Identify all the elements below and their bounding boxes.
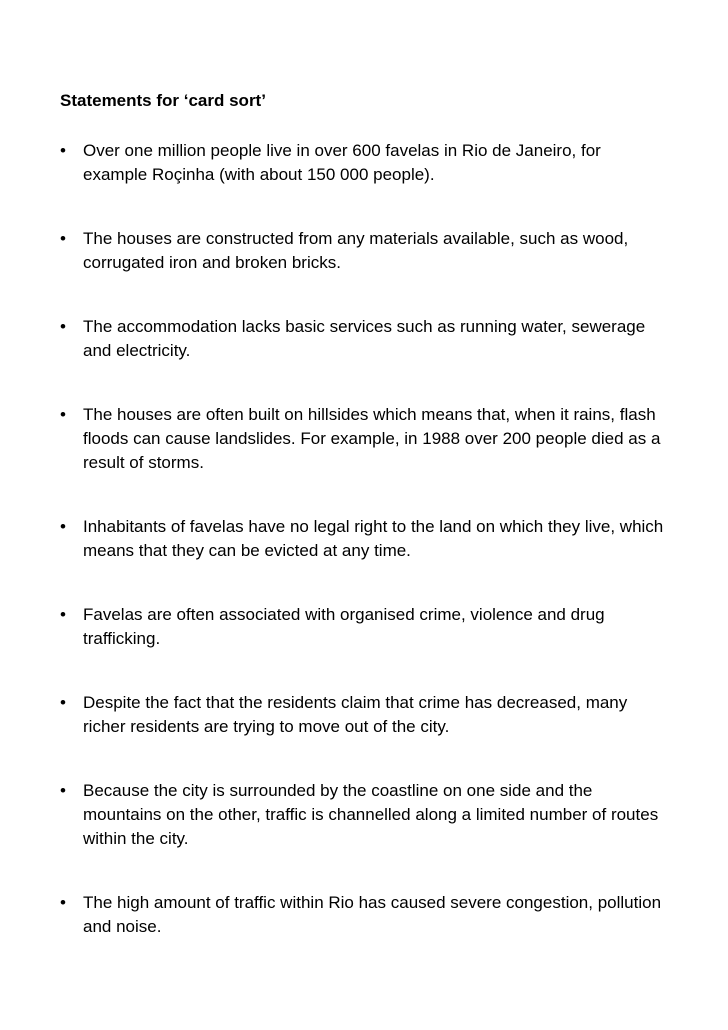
statement-item (60, 691, 668, 739)
bullet-icon: • (60, 517, 66, 536)
statement-item (60, 779, 668, 851)
statement-item (60, 515, 668, 563)
statement-item (60, 891, 668, 939)
statement-text: Inhabitants of favelas have no legal right to the land on which they live, which means that they can be evicted at any time. (83, 517, 664, 560)
bullet-icon: • (60, 229, 66, 248)
statement-item (60, 403, 668, 475)
statement-text: The houses are constructed from any materials available, such as wood, corrugated iron and broken bricks. (83, 229, 629, 272)
bullet-icon: • (60, 317, 66, 336)
bullet-icon: • (60, 693, 66, 712)
statement-text: The high amount of traffic within Rio has caused severe congestion, pollution and noise. (83, 893, 662, 936)
statement-item (60, 603, 668, 651)
bullet-icon: • (60, 141, 66, 160)
statement-item (60, 227, 668, 275)
statement-item (60, 315, 668, 363)
statement-text: Over one million people live in over 600 favelas in Rio de Janeiro, for example Roçinha (with about 150 000 people). (83, 141, 601, 184)
document-title: Statements for ‘card sort’ (60, 91, 266, 110)
statement-text: The accommodation lacks basic services such as running water, sewerage and electricity. (83, 317, 646, 360)
bullet-icon: • (60, 781, 66, 800)
bullet-icon: • (60, 893, 66, 912)
statement-text: Favelas are often associated with organised crime, violence and drug trafficking. (83, 605, 605, 648)
statement-text: The houses are often built on hillsides which means that, when it rains, flash floods can cause landslides. For example, in 1988 over 200 people died as a result of storms. (83, 405, 661, 472)
statement-item (60, 139, 668, 187)
statement-text: Because the city is surrounded by the coastline on one side and the mountains on the other, traffic is channelled along a limited number of routes within the city. (83, 781, 659, 848)
statement-text: Despite the fact that the residents claim that crime has decreased, many richer residents are trying to move out of the city. (83, 693, 628, 736)
bullet-icon: • (60, 605, 66, 624)
statement-list (60, 139, 668, 939)
bullet-icon: • (60, 405, 66, 424)
